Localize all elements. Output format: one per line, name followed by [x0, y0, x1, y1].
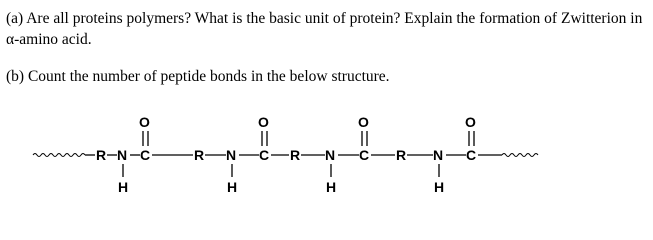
- oxygen-label: O: [258, 114, 269, 130]
- carbon-label: C: [140, 147, 151, 163]
- hydrogen-label: H: [118, 179, 129, 195]
- hydrogen-label: H: [326, 179, 337, 195]
- question-a-text: (a) Are all proteins polymers? What is the basic unit of protein? Explain the formation of Zwitterion in α-amino acid.: [6, 10, 643, 48]
- chain-end-wavy-line: [502, 154, 538, 157]
- hydrogen-label: H: [434, 179, 445, 195]
- hydrogen-label: H: [227, 179, 238, 195]
- nitrogen-label: N: [325, 147, 336, 163]
- oxygen-label: O: [139, 114, 150, 130]
- nitrogen-label: N: [117, 147, 128, 163]
- question-b-text: (b) Count the number of peptide bonds in the below structure.: [6, 68, 390, 85]
- carbon-label: C: [359, 147, 370, 163]
- chain-start-wavy-line: [33, 154, 85, 157]
- carbon-label: C: [466, 147, 477, 163]
- oxygen-label: O: [358, 114, 369, 130]
- r-group-label: R: [290, 147, 301, 163]
- r-group-label: R: [96, 147, 107, 163]
- nitrogen-label: N: [433, 147, 444, 163]
- r-group-label: R: [396, 147, 407, 163]
- carbon-label: C: [259, 147, 270, 163]
- r-group-label: R: [194, 147, 205, 163]
- oxygen-label: O: [465, 114, 476, 130]
- nitrogen-label: N: [226, 147, 237, 163]
